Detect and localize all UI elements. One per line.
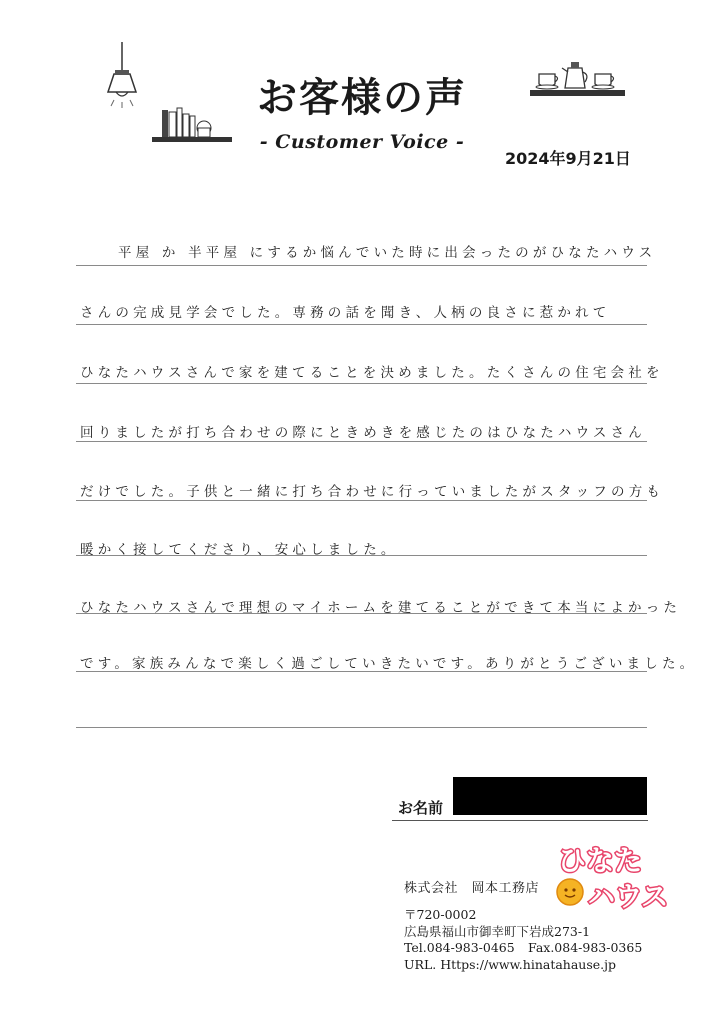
redacted-name [453,777,647,815]
ruled-line [76,441,647,442]
company-fax: Fax.084-983-0365 [528,940,643,955]
company-url: URL. Https://www.hinatahause.jp [404,957,617,972]
letter-line: ひなたハウスさんで家を建てることを決めました。たくさんの住宅会社を [80,365,664,381]
ruled-line [76,727,647,728]
company-name: 株式会社 岡本工務店 [404,881,540,896]
letter-line: さんの完成見学会でした。専務の話を聞き、人柄の良さに惹かれて [80,305,611,321]
company-address: 広島県福山市御幸町下岩成273-1 [404,924,591,939]
ruled-line [76,383,647,384]
letter-line: だけでした。子供と一緒に打ち合わせに行っていましたがスタッフの方も [80,484,665,500]
letter-line: です。家族みんなで楽しく過ごしていきたいです。ありがとうございました。 [80,656,698,672]
ruled-line [76,324,647,325]
logo-text-line2: ハウス [588,882,669,913]
letter-line: 平屋 か 半平屋 にするか悩んでいた時に出会ったのがひなたハウス [118,245,657,261]
letter-line: ひなたハウスさんで理想のマイホームを建てることができて本当によかった [80,600,682,616]
name-underline [392,820,648,821]
logo-text-line1: ひなた [558,844,643,877]
letter-date: 2024年9月21日 [505,149,631,168]
letter-line: 回りましたが打ち合わせの際にときめきを感じたのはひなたハウスさん [80,425,646,441]
name-label: お名前 [398,799,444,817]
postal-code: 〒720-0002 [404,907,477,922]
ruled-line [76,671,647,672]
ruled-line [76,613,647,614]
ruled-line [76,555,647,556]
letter-line: 暖かく接してくださり、安心しました。 [80,542,399,558]
page-subtitle: - Customer Voice - [259,131,465,153]
page-title: お客様の声 [257,75,467,121]
ruled-line [76,500,647,501]
ruled-line [76,265,647,266]
hinata-house-logo [552,840,672,920]
company-tel: Tel.084-983-0465 [404,940,515,955]
